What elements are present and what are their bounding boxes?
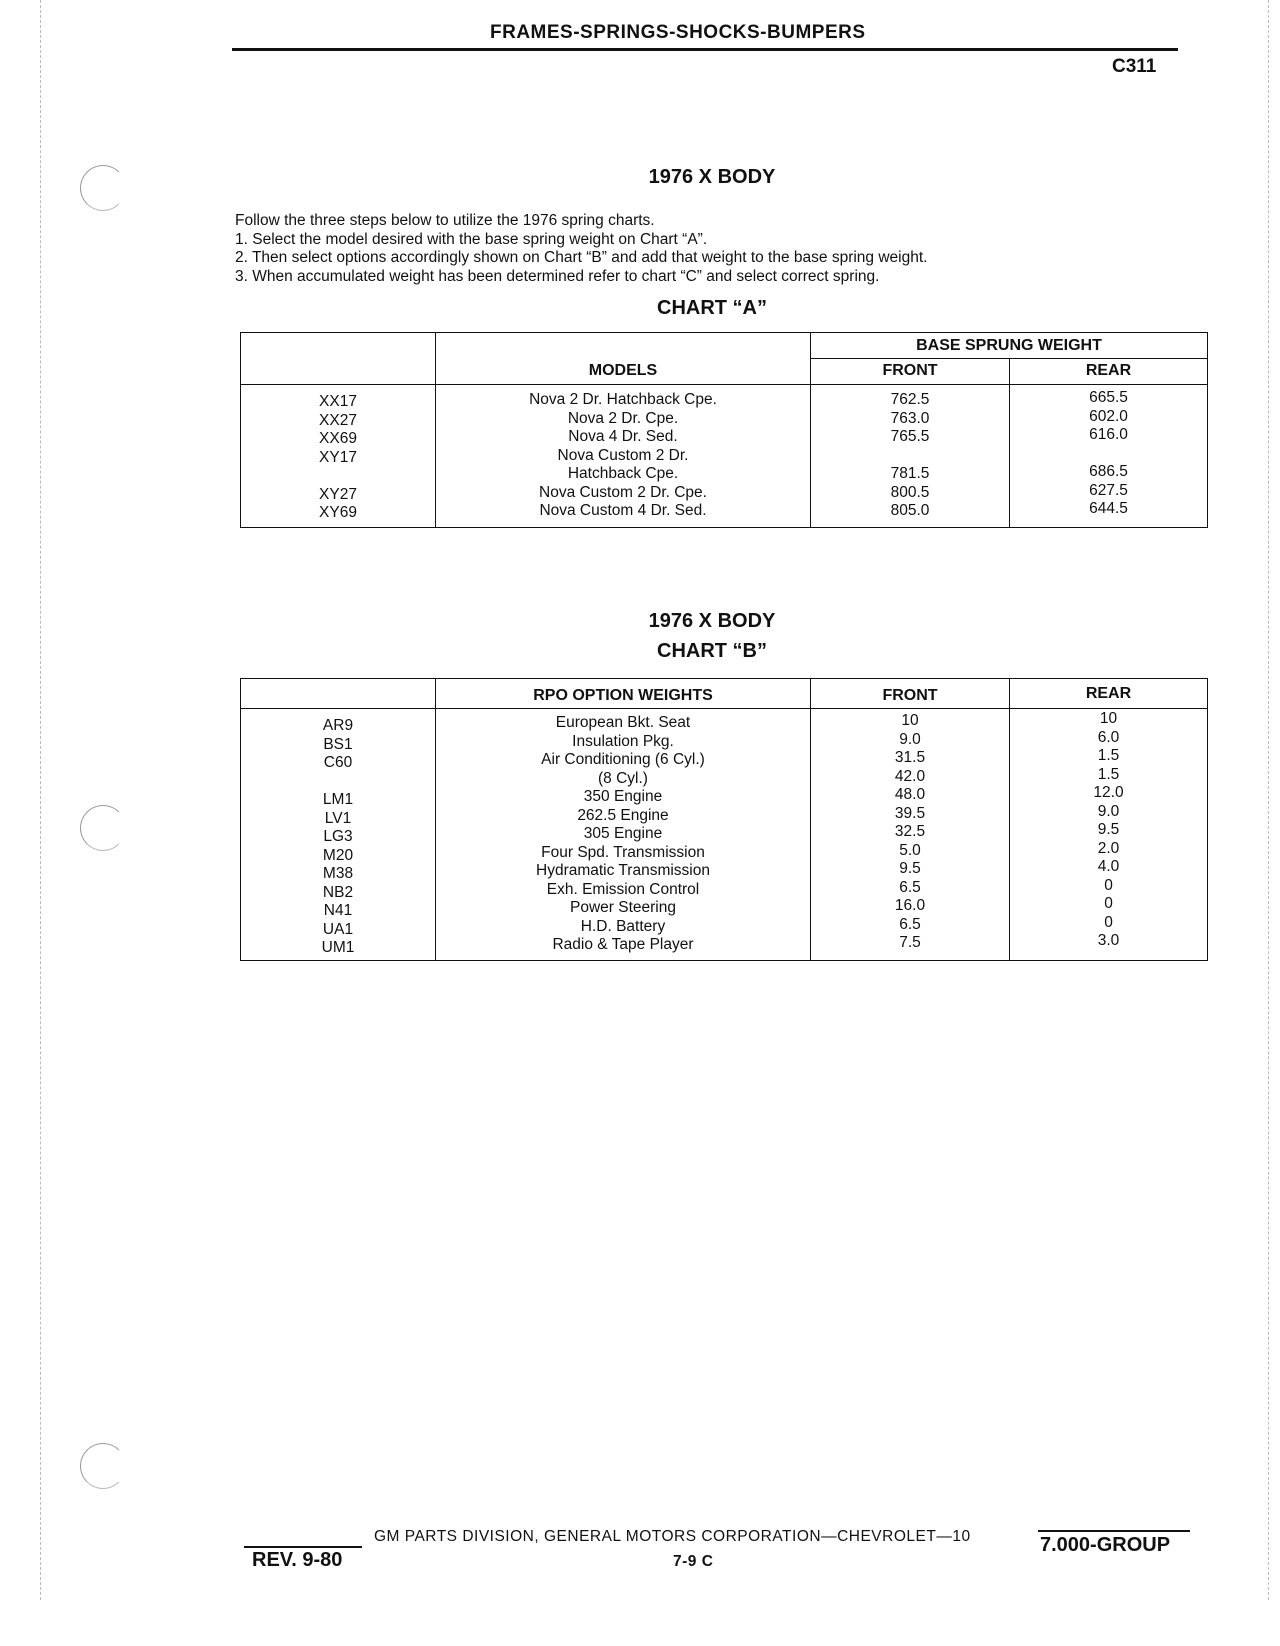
- section2-title: 1976 X BODY: [648, 610, 776, 632]
- list-item: 665.5: [1089, 389, 1128, 406]
- list-item: 16.0: [894, 897, 926, 914]
- list-item: [241, 773, 435, 792]
- list-item: BS1: [323, 735, 353, 753]
- list-item: (8 Cyl.): [598, 769, 648, 787]
- list-item: XX27: [319, 411, 357, 429]
- list-item: Exh. Emission Control: [546, 880, 700, 898]
- chart-a-front-header: FRONT: [811, 359, 1010, 385]
- list-item: 4.0: [1097, 858, 1120, 875]
- instruction-intro: Follow the three steps below to utilize the 1976 spring charts.: [235, 212, 655, 229]
- list-item: NB2: [322, 883, 354, 901]
- list-item: 0: [1104, 876, 1113, 894]
- list-item: 10: [901, 712, 919, 729]
- chart-b-options: [436, 709, 811, 961]
- list-item: Four Spd. Transmission: [541, 843, 705, 861]
- list-item: H.D. Battery: [580, 917, 666, 935]
- instruction-step-1: 1. Select the model desired with the base spring weight on Chart “A”.: [235, 230, 708, 248]
- list-item: M20: [322, 846, 354, 864]
- list-item: LV1: [324, 809, 352, 827]
- list-item: 7.5: [899, 934, 921, 951]
- list-item: M38: [322, 865, 354, 882]
- list-item: Nova 2 Dr. Cpe.: [567, 409, 679, 427]
- chart-a-code-header: [241, 333, 436, 385]
- list-item: 305 Engine: [583, 825, 663, 842]
- revision-label: REV. 9-80: [252, 1549, 343, 1571]
- list-item: 262.5 Engine: [577, 806, 669, 824]
- list-item: Hydramatic Transmission: [536, 862, 710, 879]
- list-item: 602.0: [1089, 407, 1128, 425]
- list-item: 765.5: [890, 428, 930, 445]
- list-item: 644.5: [1089, 500, 1128, 517]
- list-item: Hatchback Cpe.: [567, 465, 679, 482]
- list-item: Air Conditioning (6 Cyl.): [541, 751, 705, 768]
- list-item: 9.0: [1097, 802, 1120, 820]
- chart-a-rear: [1010, 385, 1208, 528]
- page-header-title: FRAMES-SPRINGS-SHOCKS-BUMPERS: [490, 22, 866, 43]
- list-item: 12.0: [1093, 784, 1124, 801]
- list-item: LG3: [323, 828, 353, 845]
- list-item: XY69: [319, 504, 357, 521]
- list-item: 805.0: [890, 502, 930, 519]
- list-item: 10: [1099, 710, 1118, 727]
- list-item: 0: [1104, 895, 1113, 912]
- list-item: 48.0: [894, 786, 926, 803]
- chart-b-table: [240, 678, 1208, 961]
- list-item: Nova Custom 4 Dr. Sed.: [539, 502, 707, 519]
- list-item: XX17: [319, 393, 357, 410]
- instructions: [235, 212, 927, 286]
- punch-hole-bottom: [80, 1443, 126, 1489]
- list-item: UM1: [321, 939, 355, 956]
- list-item: 3.0: [1097, 932, 1120, 949]
- chart-a-codes: [241, 385, 436, 528]
- chart-a-group-header: BASE SPRUNG WEIGHT: [811, 333, 1208, 359]
- chart-b-title: CHART “B”: [657, 640, 767, 662]
- list-item: 2.0: [1097, 839, 1120, 857]
- list-item: [241, 467, 435, 486]
- chart-b-front-header: FRONT: [811, 679, 1010, 709]
- list-item: N41: [323, 902, 353, 919]
- left-margin-line: [40, 0, 41, 1600]
- list-item: UA1: [322, 920, 354, 938]
- chart-a-front: [811, 385, 1010, 528]
- list-item: 32.5: [894, 823, 926, 840]
- list-item: [811, 447, 1009, 466]
- list-item: Nova Custom 2 Dr. Cpe.: [539, 483, 707, 501]
- footer-rule-right: [1038, 1530, 1190, 1532]
- list-item: Nova Custom 2 Dr.: [557, 446, 689, 464]
- list-item: LM1: [322, 791, 354, 808]
- list-item: 762.5: [890, 391, 930, 408]
- list-item: [1010, 445, 1207, 464]
- chart-b-front: [811, 709, 1010, 961]
- chart-b-code-header: [241, 679, 436, 709]
- right-margin-line: [1268, 0, 1269, 1600]
- list-item: XY17: [319, 448, 357, 466]
- list-item: 800.5: [890, 483, 930, 501]
- list-item: AR9: [322, 717, 354, 734]
- list-item: 9.5: [899, 860, 921, 877]
- chart-b-options-header: RPO OPTION WEIGHTS: [436, 679, 811, 709]
- list-item: 686.5: [1089, 463, 1128, 480]
- list-item: Insulation Pkg.: [572, 732, 674, 750]
- list-item: XY27: [319, 485, 357, 503]
- chart-a-table: [240, 332, 1208, 528]
- list-item: 42.0: [894, 767, 926, 785]
- list-item: Power Steering: [570, 899, 676, 916]
- header-rule: [232, 48, 1178, 51]
- instruction-step-3: 3. When accumulated weight has been determined refer to chart “C” and select correct spring.: [235, 267, 880, 285]
- chart-b-codes: [241, 709, 436, 961]
- list-item: 6.5: [899, 878, 921, 896]
- list-item: 627.5: [1089, 481, 1128, 499]
- chart-a-models: [436, 385, 811, 528]
- list-item: 1.5: [1097, 747, 1120, 764]
- publisher-line: GM PARTS DIVISION, GENERAL MOTORS CORPORATION—CHEVROLET—10: [374, 1528, 971, 1545]
- chart-a-rear-header: REAR: [1010, 359, 1208, 385]
- list-item: 9.0: [899, 730, 921, 748]
- list-item: 5.0: [899, 841, 921, 859]
- punch-hole-middle: [80, 805, 126, 851]
- section1-title: 1976 X BODY: [648, 166, 776, 188]
- list-item: 39.5: [894, 804, 926, 822]
- page-code: C311: [1112, 56, 1157, 77]
- list-item: 0: [1104, 913, 1113, 931]
- list-item: XX69: [319, 430, 357, 447]
- group-label: 7.000-GROUP: [1040, 1534, 1171, 1556]
- list-item: Radio & Tape Player: [552, 936, 694, 953]
- instruction-step-2: 2. Then select options accordingly shown on Chart “B” and add that weight to the base spring weight.: [235, 249, 928, 266]
- list-item: 6.0: [1097, 728, 1120, 746]
- list-item: 1.5: [1097, 765, 1120, 783]
- page-number: 7-9 C: [673, 1553, 714, 1570]
- list-item: 6.5: [899, 915, 921, 933]
- chart-a-models-header: MODELS: [436, 333, 811, 385]
- chart-b-rear-header: REAR: [1010, 679, 1208, 709]
- chart-b-rear: [1010, 709, 1208, 961]
- list-item: Nova 4 Dr. Sed.: [568, 428, 678, 445]
- footer-rule-left: [244, 1546, 362, 1548]
- list-item: 31.5: [894, 749, 926, 766]
- list-item: 350 Engine: [583, 788, 663, 805]
- list-item: 9.5: [1097, 821, 1120, 838]
- punch-hole-top: [80, 165, 126, 211]
- list-item: 763.0: [890, 409, 930, 427]
- list-item: 616.0: [1089, 426, 1128, 443]
- chart-a-title: CHART “A”: [657, 297, 767, 319]
- list-item: C60: [323, 754, 353, 771]
- list-item: European Bkt. Seat: [555, 714, 691, 731]
- list-item: Nova 2 Dr. Hatchback Cpe.: [529, 391, 717, 408]
- list-item: 781.5: [890, 465, 930, 482]
